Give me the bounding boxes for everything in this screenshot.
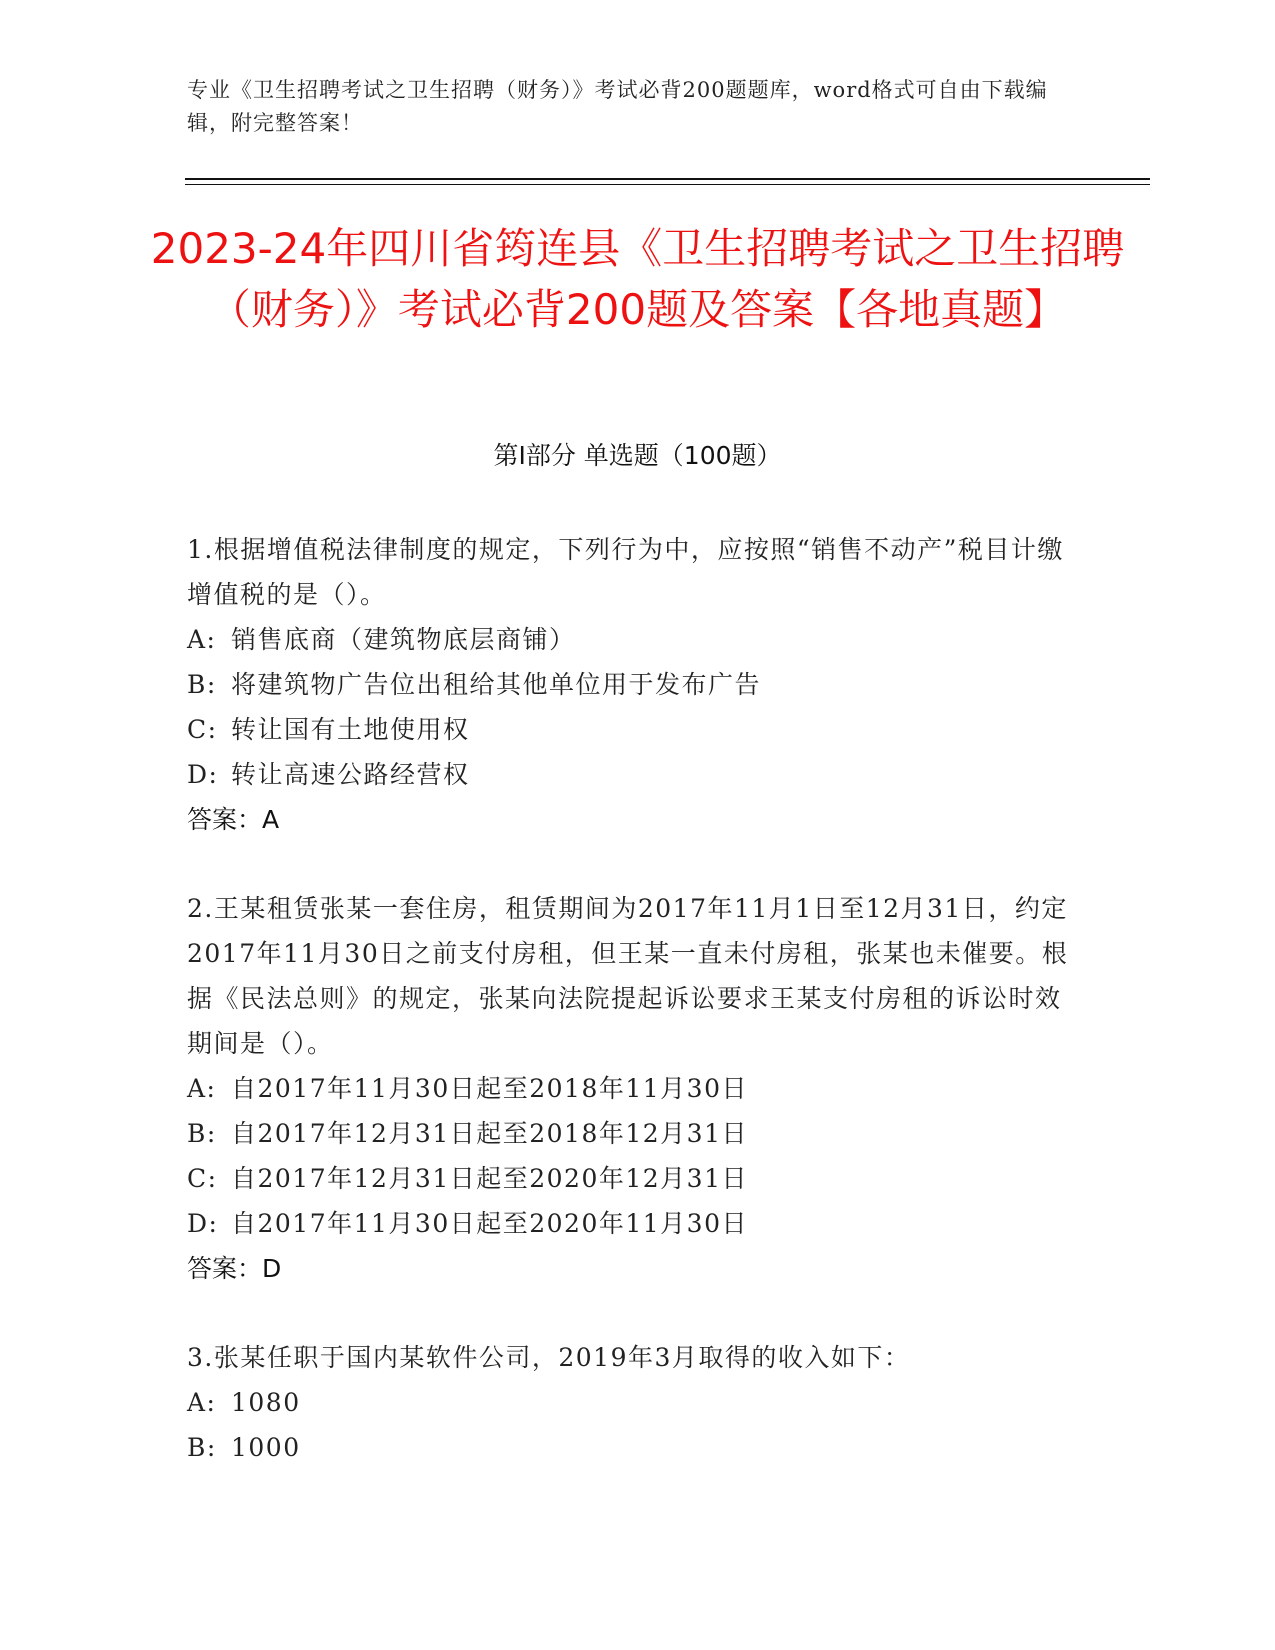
- option-text: 自2017年11月30日起至2020年11月30日: [231, 1209, 748, 1238]
- option-key: D:: [187, 1209, 219, 1238]
- question-3: [187, 1335, 1087, 1470]
- option-key: C:: [187, 1164, 218, 1193]
- option-key: B:: [187, 1119, 217, 1148]
- option-b: [187, 1111, 1087, 1156]
- option-text: 将建筑物广告位出租给其他单位用于发布广告: [231, 670, 762, 699]
- option-a: [187, 617, 1087, 662]
- section-heading: 第I部分 单选题（100题）: [493, 441, 782, 470]
- option-text: 自2017年11月30日起至2018年11月30日: [231, 1074, 748, 1103]
- option-b: [187, 1425, 1087, 1470]
- answer-line: 答案：D: [187, 1254, 282, 1283]
- question-1: [187, 527, 1087, 842]
- answer-line: 答案：A: [187, 805, 280, 834]
- option-text: 转让国有土地使用权: [231, 715, 470, 744]
- option-key: A:: [187, 625, 217, 654]
- question-stem: 1.根据增值税法律制度的规定，下列行为中，应按照“销售不动产”税目计缴增值税的是（）。: [187, 535, 1064, 609]
- question-2: [187, 886, 1087, 1291]
- option-a: [187, 1380, 1087, 1425]
- option-text: 销售底商（建筑物底层商铺）: [231, 625, 576, 654]
- question-stem: 2.王某租赁张某一套住房，租赁期间为2017年11月1日至12月31日，约定2017年11月30日之前支付房租，但王某一直未付房租，张某也未催要。根据《民法总则》的规定，张某向法院提起诉讼要求王某支付房租的诉讼时效期间是（）。: [187, 894, 1069, 1058]
- option-key: A:: [187, 1388, 217, 1417]
- option-d: [187, 752, 1087, 797]
- question-list: [187, 527, 1087, 1514]
- option-text: 1080: [231, 1388, 301, 1417]
- header-note: 专业《卫生招聘考试之卫生招聘（财务）》考试必背200题题库，word格式可自由下载编辑，附完整答案！: [187, 78, 1048, 135]
- option-c: [187, 707, 1087, 752]
- option-c: [187, 1156, 1087, 1201]
- header-divider-thin: [185, 184, 1150, 185]
- option-key: C:: [187, 715, 218, 744]
- option-text: 转让高速公路经营权: [231, 760, 470, 789]
- option-text: 1000: [231, 1433, 301, 1462]
- option-key: B:: [187, 1433, 217, 1462]
- option-key: B:: [187, 670, 217, 699]
- option-key: A:: [187, 1074, 217, 1103]
- option-b: [187, 662, 1087, 707]
- option-text: 自2017年12月31日起至2020年12月31日: [231, 1164, 748, 1193]
- document-title: 2023-24年四川省筠连县《卫生招聘考试之卫生招聘（财务）》考试必背200题及答案【各地真题】: [150, 224, 1125, 334]
- question-stem: 3.张某任职于国内某软件公司，2019年3月取得的收入如下：: [187, 1343, 911, 1372]
- option-key: D:: [187, 760, 219, 789]
- option-d: [187, 1201, 1087, 1246]
- option-a: [187, 1066, 1087, 1111]
- header-divider-thick: [185, 178, 1150, 180]
- option-text: 自2017年12月31日起至2018年12月31日: [231, 1119, 748, 1148]
